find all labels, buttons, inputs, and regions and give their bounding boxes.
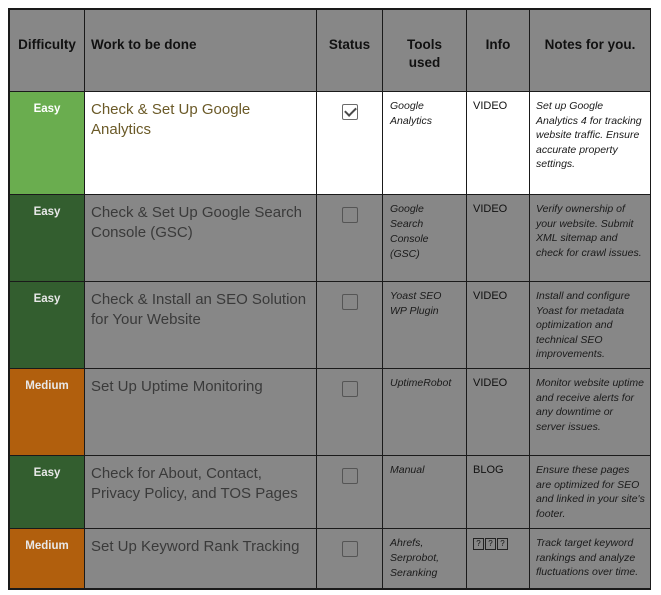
table-row	[10, 529, 651, 589]
seo-task-table	[9, 9, 651, 589]
difficulty-badge: Easy	[10, 92, 85, 195]
status-cell	[317, 369, 383, 456]
header-difficulty: Difficulty	[10, 10, 85, 92]
task-table-frame	[8, 8, 651, 590]
task-label: Check & Set Up Google Analytics	[85, 92, 317, 195]
header-status: Status	[317, 10, 383, 92]
header-row	[10, 10, 651, 92]
placeholder-glyph-icon: ?	[497, 538, 508, 550]
info-link[interactable]: VIDEO	[467, 282, 530, 369]
placeholder-glyph-icon: ?	[473, 538, 484, 550]
info-link[interactable]: VIDEO	[467, 92, 530, 195]
task-label: Check for About, Contact, Privacy Policy, and TOS Pages	[85, 456, 317, 529]
notes-cell: Set up Google Analytics 4 for tracking website traffic. Ensure accurate property settings.	[530, 92, 651, 195]
table-row	[10, 282, 651, 369]
status-checkbox[interactable]	[342, 104, 358, 120]
notes-cell: Install and configure Yoast for metadata optimization and technical SEO improvements.	[530, 282, 651, 369]
task-label: Check & Install an SEO Solution for Your Website	[85, 282, 317, 369]
difficulty-badge: Medium	[10, 529, 85, 589]
status-checkbox[interactable]	[342, 468, 358, 484]
placeholder-glyph-icon: ?	[485, 538, 496, 550]
status-checkbox[interactable]	[342, 381, 358, 397]
table-row	[10, 456, 651, 529]
difficulty-badge: Medium	[10, 369, 85, 456]
tools-cell: Ahrefs, Serprobot, Seranking	[383, 529, 467, 589]
status-cell	[317, 282, 383, 369]
status-checkbox[interactable]	[342, 294, 358, 310]
status-cell	[317, 92, 383, 195]
tools-cell: Google Search Console (GSC)	[383, 195, 467, 282]
table-row	[10, 369, 651, 456]
notes-cell: Track target keyword rankings and analyze fluctuations over time.	[530, 529, 651, 589]
difficulty-badge: Easy	[10, 195, 85, 282]
notes-cell: Monitor website uptime and receive alerts for any downtime or server issues.	[530, 369, 651, 456]
header-info: Info	[467, 10, 530, 92]
task-label: Set Up Uptime Monitoring	[85, 369, 317, 456]
status-cell	[317, 529, 383, 589]
difficulty-badge: Easy	[10, 282, 85, 369]
table-row	[10, 195, 651, 282]
tools-cell: Manual	[383, 456, 467, 529]
tools-cell: UptimeRobot	[383, 369, 467, 456]
notes-cell: Verify ownership of your website. Submit XML sitemap and check for crawl issues.	[530, 195, 651, 282]
info-link[interactable]: VIDEO	[467, 369, 530, 456]
notes-cell: Ensure these pages are optimized for SEO and linked in your site's footer.	[530, 456, 651, 529]
header-tools: Tools used	[383, 10, 467, 92]
task-label: Check & Set Up Google Search Console (GSC)	[85, 195, 317, 282]
status-checkbox[interactable]	[342, 541, 358, 557]
status-checkbox[interactable]	[342, 207, 358, 223]
info-link[interactable]	[467, 529, 530, 589]
tools-cell: Google Analytics	[383, 92, 467, 195]
table-row	[10, 92, 651, 195]
info-link[interactable]: VIDEO	[467, 195, 530, 282]
info-link[interactable]: BLOG	[467, 456, 530, 529]
header-work: Work to be done	[85, 10, 317, 92]
status-cell	[317, 195, 383, 282]
tools-cell: Yoast SEO WP Plugin	[383, 282, 467, 369]
status-cell	[317, 456, 383, 529]
header-notes: Notes for you.	[530, 10, 651, 92]
difficulty-badge: Easy	[10, 456, 85, 529]
task-label: Set Up Keyword Rank Tracking	[85, 529, 317, 589]
